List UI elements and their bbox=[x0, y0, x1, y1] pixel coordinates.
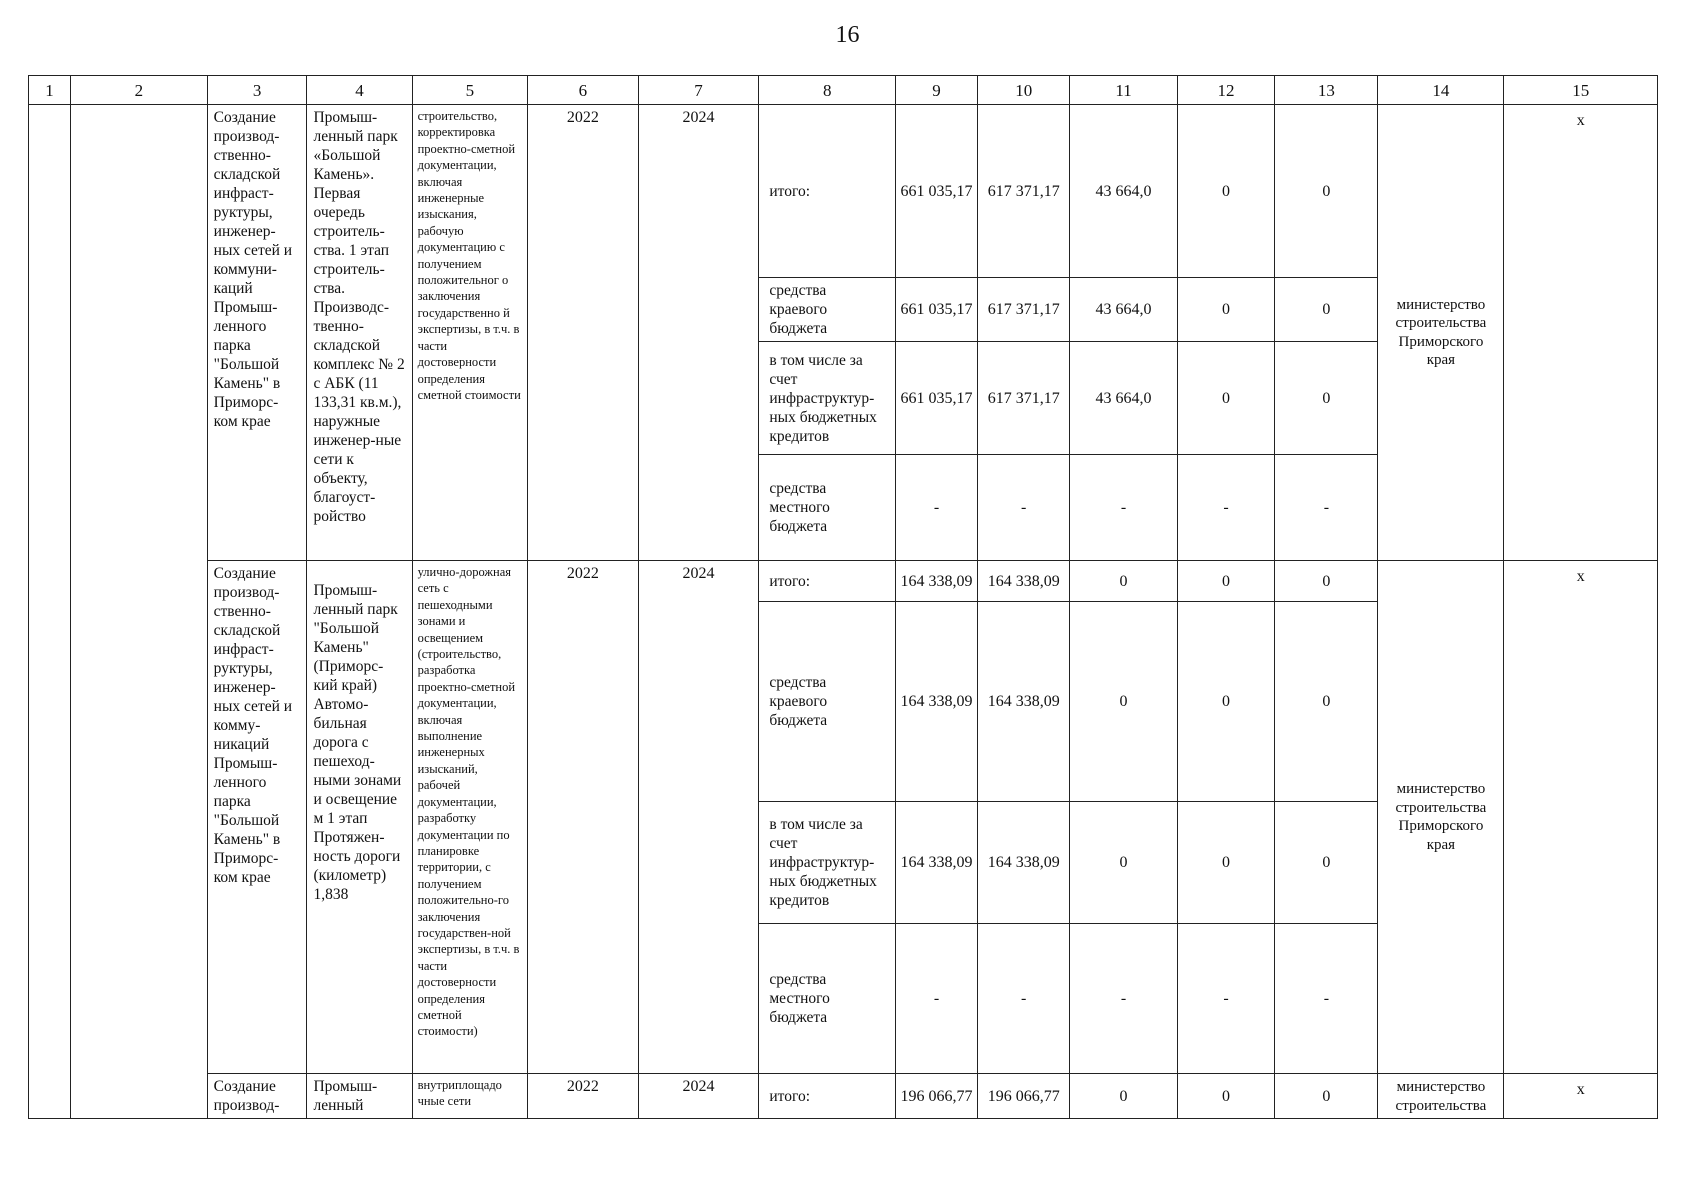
value-cell: 164 338,09 bbox=[977, 561, 1069, 602]
project-name: Создание производ- bbox=[207, 1074, 307, 1119]
value-cell: 0 bbox=[1177, 802, 1275, 924]
value-cell: 617 371,17 bbox=[977, 278, 1069, 342]
project-work: строительство, корректировка проектно-сметной документации, включая инженерные изыскания, рабочую документацию с получением положительног о заключения государственно й экспертизы, в т.ч. в части достоверности определения сметной стоимости bbox=[412, 105, 528, 561]
funding-label: средства краевого бюджета bbox=[759, 602, 896, 802]
funding-label: средства местного бюджета bbox=[759, 455, 896, 561]
value-cell: - bbox=[977, 455, 1069, 561]
header-cell: 2 bbox=[71, 76, 208, 105]
value-cell: 0 bbox=[1177, 561, 1275, 602]
header-cell: 1 bbox=[29, 76, 71, 105]
value-cell: 164 338,09 bbox=[977, 802, 1069, 924]
table-row bbox=[29, 1074, 1658, 1119]
header-cell: 12 bbox=[1177, 76, 1275, 105]
value-cell: 0 bbox=[1275, 342, 1378, 455]
value-cell: 164 338,09 bbox=[896, 561, 978, 602]
project-object: Промыш-ленный парк "Большой Камень" (Приморс-кий край) Автомо-бильная дорога с пешеход-ными зонами и освещение м 1 этап Протяжен-ность дороги (километр) 1,838 bbox=[307, 561, 412, 1074]
value-cell: 0 bbox=[1275, 278, 1378, 342]
header-cell: 13 bbox=[1275, 76, 1378, 105]
value-cell: 164 338,09 bbox=[896, 802, 978, 924]
header-row bbox=[29, 76, 1658, 105]
value-cell: - bbox=[1275, 924, 1378, 1074]
col15-mark: х bbox=[1504, 105, 1658, 561]
value-cell: - bbox=[977, 924, 1069, 1074]
header-cell: 15 bbox=[1504, 76, 1658, 105]
value-cell: 0 bbox=[1070, 1074, 1177, 1119]
table-row bbox=[29, 105, 1658, 278]
value-cell: 617 371,17 bbox=[977, 105, 1069, 278]
funding-label: итого: bbox=[759, 561, 896, 602]
project-work: улично-дорожная сеть с пешеходными зонами и освещением (строительство, разработка проектно-сметной документации, включая выполнение инженерных изысканий, рабочей документации, разработку документации по планировке территории, с получением положительно-го заключения государствен-ной экспертизы, в т.ч. в части достоверности определения сметной стоимости) bbox=[412, 561, 528, 1074]
project-object: Промыш-ленный парк «Большой Камень». Первая очередь строитель-ства. 1 этап строитель-ства. Производс-твенно-складской комплекс № 2 с АБК (11 133,31 кв.м.), наружные инженер-ные сети к объекту, благоуст-ройство bbox=[307, 105, 412, 561]
value-cell: 0 bbox=[1275, 802, 1378, 924]
year-start: 2022 bbox=[528, 561, 638, 1074]
value-cell: - bbox=[1070, 924, 1177, 1074]
funding-label: итого: bbox=[759, 105, 896, 278]
value-cell: - bbox=[1177, 455, 1275, 561]
value-cell: - bbox=[896, 924, 978, 1074]
value-cell: 0 bbox=[1070, 602, 1177, 802]
value-cell: 0 bbox=[1177, 342, 1275, 455]
value-cell: 0 bbox=[1275, 602, 1378, 802]
header-cell: 14 bbox=[1378, 76, 1504, 105]
col15-mark: х bbox=[1504, 1074, 1658, 1119]
value-cell: 196 066,77 bbox=[896, 1074, 978, 1119]
project-name: Создание производ-ственно-складской инфраст-руктуры, инженер-ных сетей и коммуни-каций Промыш-ленного парка "Большой Камень" в Приморс-ком крае bbox=[207, 105, 307, 561]
header-cell: 11 bbox=[1070, 76, 1177, 105]
header-cell: 7 bbox=[638, 76, 759, 105]
col15-mark: х bbox=[1504, 561, 1658, 1074]
page-number: 16 bbox=[835, 22, 860, 48]
funding-label: итого: bbox=[759, 1074, 896, 1119]
value-cell: 0 bbox=[1177, 105, 1275, 278]
value-cell: 661 035,17 bbox=[896, 105, 978, 278]
value-cell: - bbox=[1070, 455, 1177, 561]
value-cell: 164 338,09 bbox=[896, 602, 978, 802]
header-cell: 9 bbox=[896, 76, 978, 105]
value-cell: - bbox=[1275, 455, 1378, 561]
value-cell: 0 bbox=[1275, 105, 1378, 278]
year-end: 2024 bbox=[638, 105, 759, 561]
value-cell: 0 bbox=[1070, 802, 1177, 924]
ministry-cell: министерство строительства bbox=[1378, 1074, 1504, 1119]
value-cell: 661 035,17 bbox=[896, 278, 978, 342]
header-cell: 6 bbox=[528, 76, 638, 105]
value-cell: - bbox=[896, 455, 978, 561]
value-cell: 43 664,0 bbox=[1070, 105, 1177, 278]
year-start: 2022 bbox=[528, 105, 638, 561]
header-cell: 3 bbox=[207, 76, 307, 105]
funding-label: в том числе за счет инфраструктур-ных бюджетных кредитов bbox=[759, 342, 896, 455]
funding-label: средства краевого бюджета bbox=[759, 278, 896, 342]
value-cell: 617 371,17 bbox=[977, 342, 1069, 455]
value-cell: 0 bbox=[1177, 1074, 1275, 1119]
header-cell: 10 bbox=[977, 76, 1069, 105]
value-cell: 0 bbox=[1177, 602, 1275, 802]
value-cell: 0 bbox=[1070, 561, 1177, 602]
value-cell: - bbox=[1177, 924, 1275, 1074]
ministry-cell: министерство строительства Приморского края bbox=[1378, 561, 1504, 1074]
project-object: Промыш-ленный bbox=[307, 1074, 412, 1119]
value-cell: 0 bbox=[1275, 1074, 1378, 1119]
project-work: внутриплощадо чные сети bbox=[412, 1074, 528, 1119]
value-cell: 43 664,0 bbox=[1070, 342, 1177, 455]
value-cell: 0 bbox=[1177, 278, 1275, 342]
funding-label: средства местного бюджета bbox=[759, 924, 896, 1074]
col1-cell bbox=[29, 105, 71, 1119]
year-end: 2024 bbox=[638, 561, 759, 1074]
funding-label: в том числе за счет инфраструктур-ных бюджетных кредитов bbox=[759, 802, 896, 924]
value-cell: 661 035,17 bbox=[896, 342, 978, 455]
header-cell: 8 bbox=[759, 76, 896, 105]
value-cell: 196 066,77 bbox=[977, 1074, 1069, 1119]
header-cell: 4 bbox=[307, 76, 412, 105]
budget-table bbox=[28, 75, 1658, 1119]
year-end: 2024 bbox=[638, 1074, 759, 1119]
year-start: 2022 bbox=[528, 1074, 638, 1119]
ministry-cell: министерство строительства Приморского края bbox=[1378, 105, 1504, 561]
value-cell: 164 338,09 bbox=[977, 602, 1069, 802]
project-name: Создание производ-ственно-складской инфраст-руктуры, инженер-ных сетей и комму-никаций Промыш-ленного парка "Большой Камень" в Приморс-ком крае bbox=[207, 561, 307, 1074]
table-row bbox=[29, 561, 1658, 602]
col2-cell bbox=[71, 105, 208, 1119]
value-cell: 0 bbox=[1275, 561, 1378, 602]
value-cell: 43 664,0 bbox=[1070, 278, 1177, 342]
header-cell: 5 bbox=[412, 76, 528, 105]
